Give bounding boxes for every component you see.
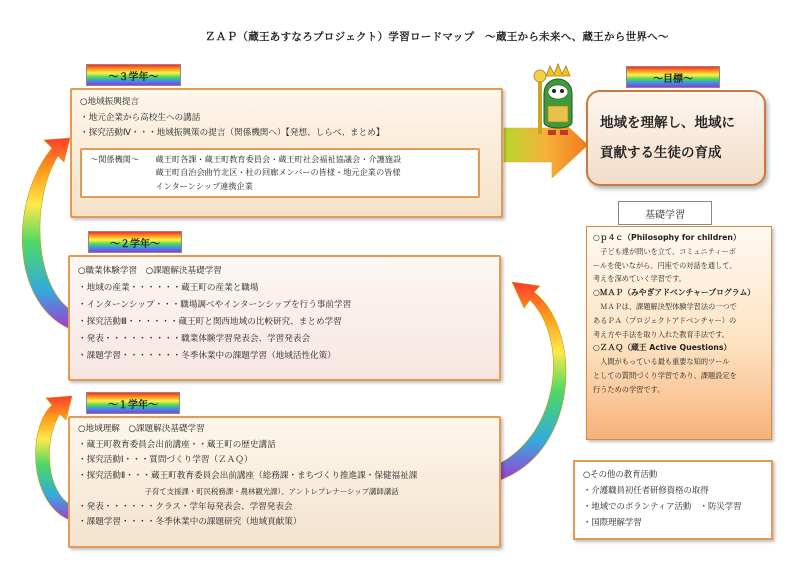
kiso-line: ○ＭＡＰ（みやぎアドベンチャープログラム） (593, 288, 756, 298)
kiso-line: 子ども達が問いを立て、コミュニティーボ (593, 246, 736, 256)
kiso-label: 基礎学習 (618, 201, 712, 225)
year2-line: ○職業体験学習 ○課題解決基礎学習 (78, 266, 222, 276)
other-activities-box (573, 460, 773, 540)
year1-line: ・発表・・・・・・クラス・学年毎発表会、学習発表会 (78, 501, 293, 512)
curved-arrow-2-to-3 (22, 138, 74, 328)
kankei-line: インターンシップ連携企業 (90, 180, 253, 191)
year1-line: 子育て支援課・町民税務課・農林観光課）、アントレプレナーシップ講師講話 (78, 487, 399, 496)
kiso-line: ールを使いながら、円座での対話を通して、 (593, 260, 737, 270)
kankei-line: ～関係機関～ 蔵王町各課・蔵王町教育委員会・蔵王町社会福祉協議会・介護施設 (90, 153, 402, 164)
kiso-line: 考えを深めていく学習です。 (593, 274, 686, 284)
year1-line: ・蔵王町教育委員会出前講座・・蔵王町の歴史講話 (78, 439, 276, 450)
kiso-line: ○ｐ４ｃ（Philosophy for children） (593, 233, 741, 242)
year2-line: ・インターンシップ・・・職場調べやインターンシップを行う事前学習 (78, 300, 352, 310)
kankei-box (80, 148, 480, 199)
other-line: ・地域でのボランティア活動 ・防災学習 (583, 501, 742, 511)
year2-line: ・地域の産業・・・・・・蔵王町の産業と職場 (78, 283, 259, 293)
year1-line: ○地域理解 ○課題解決基礎学習 (78, 424, 205, 434)
year2-line: ・課題学習・・・・・・・冬季休業中の課題学習（地域活性化策） (78, 351, 336, 361)
curved-arrow-1-to-2 (490, 282, 566, 480)
kiso-line: 人間がもっている最も重要な知的ツール (593, 357, 730, 367)
other-line: ○その他の教育活動 (583, 469, 658, 479)
year3-line: ・地元企業から高校生への講話 (80, 112, 201, 123)
goal-text-line2: 貢献する生徒の育成 (600, 145, 722, 161)
kiso-box (586, 226, 772, 440)
year1-line: ・探究活動Ⅰ・・・質問づくり学習（ＺＡＱ） (78, 455, 253, 465)
year1-label: ～１学年～ (86, 392, 180, 414)
year3-box (70, 88, 503, 218)
goal-box (586, 90, 766, 186)
year3-label: ～３学年～ (86, 64, 181, 86)
year2-box (68, 255, 501, 381)
year2-line: ・発表・・・・・・・・・職業体験学習発表会、学習発表会 (78, 334, 311, 344)
year1-box (68, 416, 501, 548)
other-line: ・国際理解学習 (583, 517, 642, 527)
other-line: ・介護職員初任者研修資格の取得 (583, 485, 709, 495)
year1-line: ・課題学習・・・・冬季休業中の課題研究（地域貢献策） (78, 517, 302, 527)
year3-line: ・探究活動Ⅳ・・・地域振興策の提言（関係機関へ）【発想、しらべ、まとめ】 (80, 128, 385, 138)
year2-label: ～２学年～ (88, 231, 182, 253)
page-title: ＺＡＰ（蔵王あすなろプロジェクト）学習ロードマップ ～蔵王から未来へ、蔵王から世界へ～ (205, 31, 669, 43)
kiso-line: ○ＺＡＱ（蔵王 Active Questions） (593, 343, 732, 353)
kiso-line: ＭＡＰは、課題解決型体験学習法の一つで (593, 301, 737, 311)
kiso-line: あるＰＡ（プロジェクトアドベンチャー）の (593, 315, 737, 325)
kiso-line: としての質問づくり学習であり、課題設定を (593, 370, 737, 380)
kankei-line: 蔵王町自治会曲竹北区・杜の回廊メンバーの皆様・地元企業の皆様 (90, 167, 401, 177)
year3-line: ○地域振興提言 (80, 97, 140, 107)
year1-line: ・探究活動Ⅱ・・・蔵王町教育委員会出前講座（総務課・まちづくり推進課・保健福祉課 (78, 470, 418, 481)
kiso-line: 考え方や手法を取り入れた教育手法です。 (593, 329, 729, 339)
year2-line: ・探究活動Ⅲ・・・・・・蔵王町と関西地域の比較研究、まとめ学習 (78, 317, 342, 327)
mascot-icon (528, 60, 584, 138)
kiso-line: 行うための学習です。 (593, 384, 665, 394)
goal-text-line1: 地域を理解し、地域に (600, 115, 735, 131)
goal-label: ～目標～ (626, 66, 720, 88)
